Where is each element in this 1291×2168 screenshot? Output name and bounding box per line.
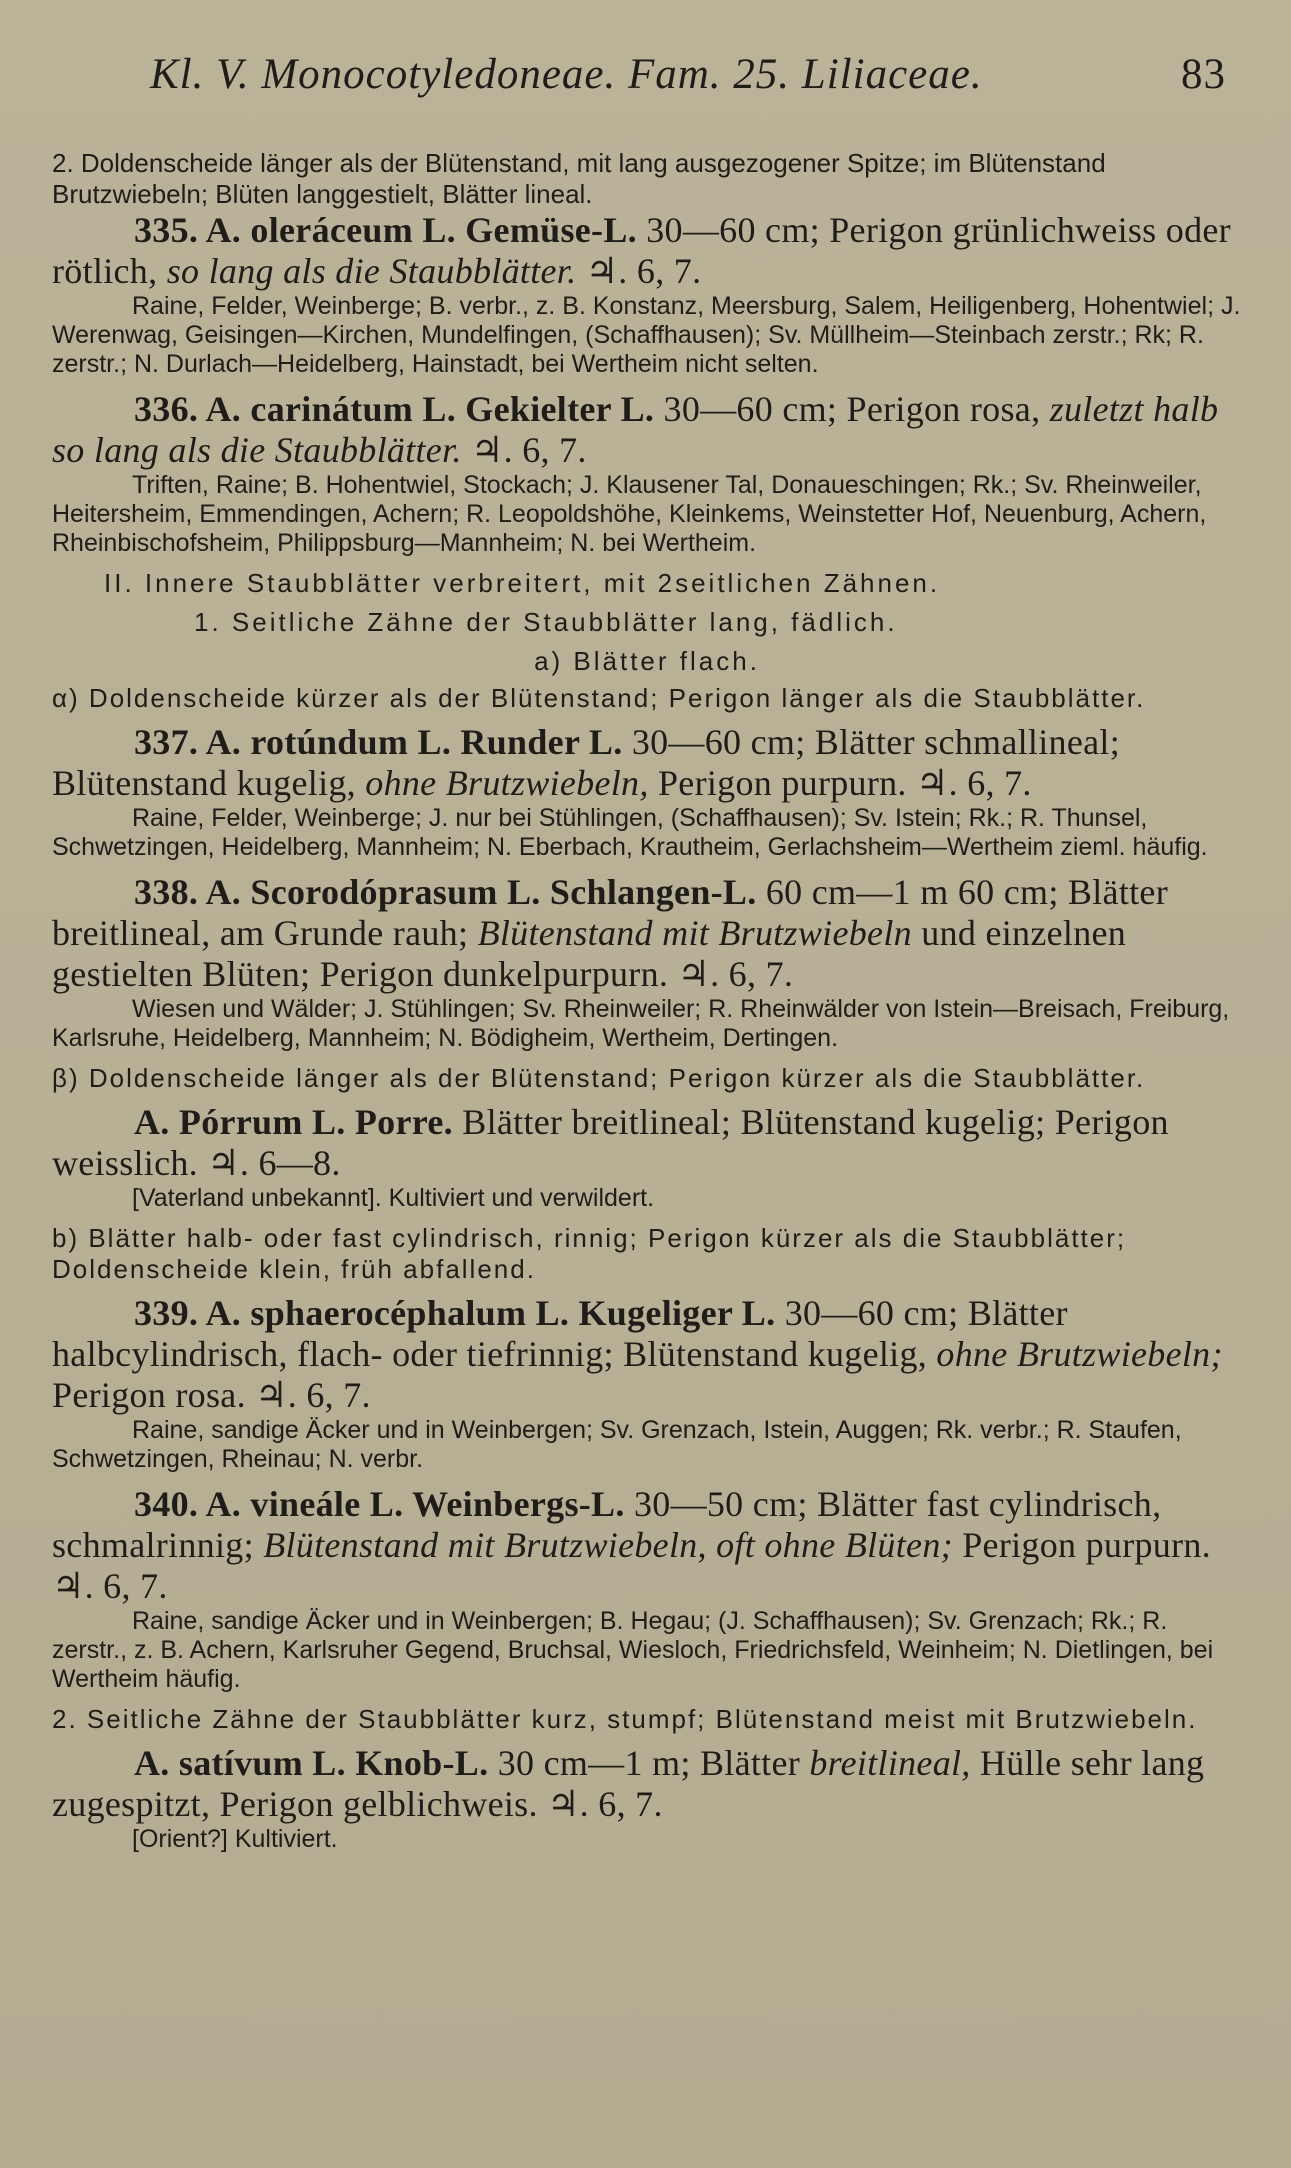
- species-porrum: [52, 1102, 1242, 1184]
- species-339-heading: 339. A. sphaerocéphalum L. Kugeliger L.: [134, 1293, 776, 1333]
- species-porrum-distribution: [Vaterland unbekannt]. Kultiviert und verwildert.: [132, 1184, 655, 1212]
- running-head: [150, 50, 1226, 99]
- key-b-blaetter-cylindrisch: b) Blätter halb- oder fast cylindrisch, rinnig; Perigon kürzer als die Staubblätter; Doldenscheide klein, früh abfallend.: [52, 1223, 1127, 1284]
- species-337-description: 30—60 cm; Blätter schmallineal; Blütenstand kugelig,: [52, 722, 1120, 803]
- species-339-italic: ohne Brutzwiebeln;: [936, 1334, 1223, 1374]
- spacer: [52, 1094, 1242, 1102]
- species-336-italic: zuletzt halb so lang als die Staubblätter.: [52, 389, 1219, 470]
- species-338: [52, 872, 1242, 995]
- species-337-heading: 337. A. rotúndum L. Runder L.: [134, 722, 623, 762]
- species-porrum-description: Blätter breitlineal; Blütenstand kugelig; Perigon weisslich. ♃. 6—8.: [52, 1102, 1169, 1183]
- species-337-distribution: Raine, Felder, Weinberge; J. nur bei Stühlingen, (Schaffhausen); Sv. Istein; Rk.; R. Thunsel, Schwetzingen, Heidelberg, Mannheim; N. Eberbach, Krautheim, Gerlachsheim—Wertheim zieml. häufig.: [52, 804, 1208, 861]
- species-sativum-italic: breitlineal,: [809, 1743, 971, 1783]
- key-a-blaetter-flach: a) Blätter flach.: [534, 646, 760, 676]
- key-beta-doldenscheide-laenger: β) Doldenscheide länger als der Blütenstand; Perigon kürzer als die Staubblätter.: [52, 1063, 1146, 1093]
- spacer: [52, 1735, 1242, 1743]
- species-337: [52, 722, 1242, 804]
- spacer: [52, 714, 1242, 722]
- species-338-heading: 338. A. Scorodóprasum L. Schlangen-L.: [134, 872, 757, 912]
- species-338-distribution: Wiesen und Wälder; J. Stühlingen; Sv. Rheinweiler; R. Rheinwälder von Istein—Breisach, Freiburg, Karlsruhe, Heidelberg, Mannheim; N. Bödigheim, Wertheim, Dertingen.: [52, 995, 1230, 1052]
- species-339-distribution: Raine, sandige Äcker und in Weinbergen; Sv. Grenzach, Istein, Auggen; Rk. verbr.; R. Staufen, Schwetzingen, Rheinau; N. verbr.: [52, 1416, 1182, 1473]
- key-2-doldenscheide-laenger: 2. Doldenscheide länger als der Blütenstand, mit lang ausgezogener Spitze; im Blütenstand Brutzwiebeln; Blüten langgestielt, Blätter lineal.: [52, 148, 1106, 209]
- species-340-flowering: Perigon purpurn. ♃. 6, 7.: [52, 1525, 1211, 1606]
- species-340-heading: 340. A. vineále L. Weinbergs-L.: [134, 1484, 625, 1524]
- species-335-italic: so lang als die Staubblätter.: [166, 251, 577, 291]
- species-336-description: 30—60 cm; Perigon rosa,: [663, 389, 1041, 429]
- page-number: 83: [1181, 51, 1226, 98]
- species-335-flowering: ♃. 6, 7.: [585, 251, 702, 291]
- species-339: [52, 1293, 1242, 1416]
- species-sativum-flowering: Hülle sehr lang zugespitzt, Perigon gelblichweis. ♃. 6, 7.: [52, 1743, 1205, 1824]
- species-sativum-distribution: [Orient?] Kultiviert.: [132, 1825, 338, 1853]
- species-335-distribution: Raine, Felder, Weinberge; B. verbr., z. B. Konstanz, Meersburg, Salem, Heiligenberg, Hohentwiel; J. Werenwag, Geisingen—Kirchen, Mundelfingen, (Schaffhausen); Sv. Müllheim—Steinbach zerstr.; Rk; R. zerstr.; N. Durlach—Heidelberg, Hainstadt, bei Wertheim nicht selten.: [52, 292, 1241, 378]
- species-339-flowering: Perigon rosa. ♃. 6, 7.: [52, 1375, 371, 1415]
- key-1-seitliche-zaehne-lang: 1. Seitliche Zähne der Staubblätter lang, fädlich.: [194, 607, 898, 637]
- species-porrum-heading: A. Pórrum L. Porre.: [134, 1102, 453, 1142]
- species-340-italic: Blütenstand mit Brutzwiebeln, oft ohne Blüten;: [263, 1525, 953, 1565]
- species-sativum-heading: A. satívum L. Knob-L.: [134, 1743, 489, 1783]
- species-335: [52, 210, 1242, 292]
- key-alpha-doldenscheide-kuerzer: α) Doldenscheide kürzer als der Blütenstand; Perigon länger als die Staubblätter.: [52, 683, 1146, 713]
- species-335-description: 30—60 cm; Perigon grünlichweiss oder rötlich,: [52, 210, 1231, 291]
- species-339-description: 30—60 cm; Blätter halbcylindrisch, flach- oder tiefrinnig; Blütenstand kugelig,: [52, 1293, 1068, 1374]
- key-2-seitliche-zaehne-kurz: 2. Seitliche Zähne der Staubblätter kurz, stumpf; Blütenstand meist mit Brutzwiebeln.: [52, 1704, 1198, 1734]
- species-338-flowering: und einzelnen gestielten Blüten; Perigon dunkelpurpurn. ♃. 6, 7.: [52, 913, 1127, 994]
- species-336-flowering: ♃. 6, 7.: [471, 430, 587, 470]
- species-335-heading: 335. A. oleráceum L. Gemüse-L.: [134, 210, 637, 250]
- species-340-distribution: Raine, sandige Äcker und in Weinbergen; B. Hegau; (J. Schaffhausen); Sv. Grenzach; Rk.; R. zerstr., z. B. Achern, Karlsruher Gegend, Bruchsal, Wiesloch, Friedrichsfeld, Weinheim; N. Dietlingen, bei Wertheim häufig.: [52, 1607, 1214, 1693]
- page-body: [52, 148, 1242, 1864]
- key-II-innere-staubblaetter: II. Innere Staubblätter verbreitert, mit 2seitlichen Zähnen.: [104, 568, 941, 598]
- running-head-title: Kl. V. Monocotyledoneae. Fam. 25. Liliaceae.: [150, 51, 983, 98]
- species-340: [52, 1484, 1242, 1607]
- species-sativum-description: 30 cm—1 m; Blätter: [497, 1743, 801, 1783]
- species-340-description: 30—50 cm; Blätter fast cylindrisch, schmalrinnig;: [52, 1484, 1162, 1565]
- species-336: [52, 389, 1242, 471]
- species-336-distribution: Triften, Raine; B. Hohentwiel, Stockach; J. Klausener Tal, Donaueschingen; Rk.; Sv. Rheinweiler, Heitersheim, Emmendingen, Achern; R. Leopoldshöhe, Kleinkems, Weinstetter Hof, Neuenburg, Achern, Rheinbischofsheim, Philippsburg—Mannheim; N. bei Wertheim.: [52, 471, 1207, 557]
- species-337-flowering: Perigon purpurn. ♃. 6, 7.: [657, 763, 1032, 803]
- species-337-italic: ohne Brutzwiebeln,: [365, 763, 649, 803]
- spacer: [52, 1285, 1242, 1293]
- species-336-heading: 336. A. carinátum L. Gekielter L.: [134, 389, 655, 429]
- species-338-italic: Blütenstand mit Brutzwiebeln: [477, 913, 912, 953]
- species-sativum: [52, 1743, 1242, 1825]
- species-338-description: 60 cm—1 m 60 cm; Blätter breitlineal, am Grunde rauh;: [52, 872, 1168, 953]
